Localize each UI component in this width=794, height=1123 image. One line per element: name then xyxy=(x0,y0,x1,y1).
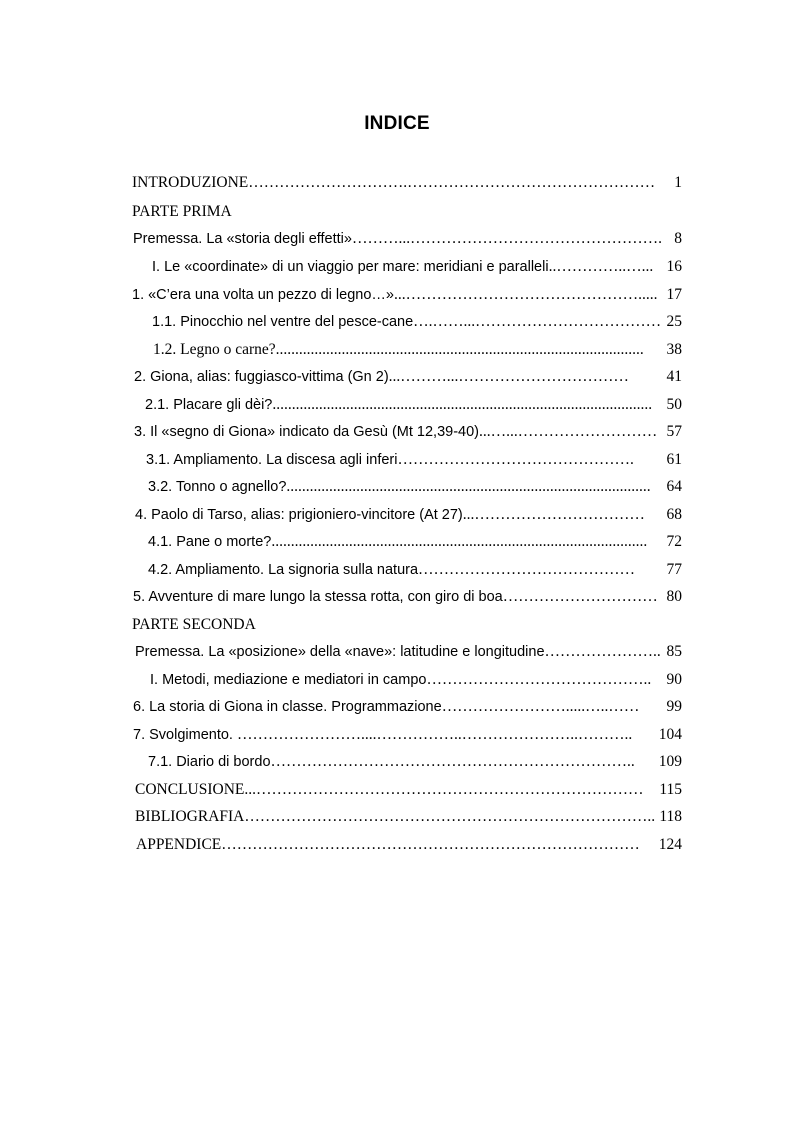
toc-entry-text: INTRODUZIONE xyxy=(132,174,249,191)
toc-entry-page: 61 xyxy=(666,451,682,468)
toc-entry-leader: ……………………………………………………………………… xyxy=(221,836,640,853)
toc-entry-page: 80 xyxy=(666,588,682,605)
toc-entry-page: 109 xyxy=(658,753,682,770)
toc-entry-text: I. Metodi, mediazione e mediatori in campo xyxy=(150,672,427,688)
toc-entry-leader: …………………………………… xyxy=(418,561,636,578)
toc-entry-text: CONCLUSIONE xyxy=(135,781,245,798)
toc-entry-leader: ………………………………………. xyxy=(397,451,634,468)
toc-entry-leader: …………………………………………………………………….. xyxy=(244,808,656,825)
toc-entry-text: 1.1. Pinocchio nel ventre del pesce-cane xyxy=(152,314,414,330)
toc-entry-text: 3. Il «segno di Giona» indicato da Gesù (Mt 12,39-40) xyxy=(134,424,479,440)
toc-entry-leader: .............................................................................................. xyxy=(286,478,651,495)
toc-entry xyxy=(148,532,682,552)
toc-entry-text: APPENDICE xyxy=(136,836,222,853)
toc-entry xyxy=(133,229,682,249)
toc-entry-page: 118 xyxy=(659,808,682,825)
toc-entry-leader: ………...…………………………………………. xyxy=(351,230,662,247)
toc-entry-page: 68 xyxy=(666,506,682,523)
toc-entry-leader: …………………………………….. xyxy=(426,671,652,688)
toc-entry xyxy=(148,560,682,580)
toc-entry-text: 1.2. Legno o carne? xyxy=(153,341,276,358)
toc-entry-page: 115 xyxy=(659,781,682,798)
toc-entry-text: I. Le «coordinate» di un viaggio per mare: meridiani e paralleli xyxy=(152,259,549,275)
toc-entry-page: 16 xyxy=(666,258,682,275)
toc-entry xyxy=(148,477,682,497)
toc-entry-leader: ............................................................................................... xyxy=(275,341,644,358)
toc-entry-page: 1 xyxy=(674,174,682,191)
toc-entry-page: 99 xyxy=(666,698,682,715)
toc-entry-page: 104 xyxy=(658,726,682,743)
toc-entry xyxy=(133,587,682,607)
toc-entry xyxy=(134,367,682,387)
toc-entry xyxy=(150,670,682,690)
toc-entry-leader: ...………………………………………..... xyxy=(393,286,658,303)
toc-entry-page: 8 xyxy=(674,230,682,247)
toc-entry-page: 77 xyxy=(666,561,682,578)
toc-entry-page: 38 xyxy=(666,341,682,358)
toc-entry-leader: …………………….....…..…… xyxy=(441,698,640,715)
toc-entry-text: 4.1. Pane o morte? xyxy=(148,534,272,550)
toc-entry-leader: ...………...…………………………… xyxy=(388,368,629,385)
toc-entry xyxy=(133,725,682,745)
toc-entry xyxy=(135,780,682,800)
toc-entry-text: 3.2. Tonno o agnello? xyxy=(148,479,287,495)
toc-entry xyxy=(135,807,682,827)
toc-entry xyxy=(145,395,682,415)
toc-entry-page: 17 xyxy=(666,286,682,303)
toc-entry-page: 90 xyxy=(666,671,682,688)
toc-entry-leader: ……………………....……………..…………………..……….. xyxy=(236,726,633,743)
toc-entry-page: 72 xyxy=(666,533,682,550)
toc-entry-leader: ................................................................................................. xyxy=(271,533,648,550)
toc-entry-leader: ...…...……………………… xyxy=(478,423,658,440)
toc-entry-leader: …………………………………………………………….. xyxy=(270,753,635,770)
toc-entry-text: 6. La storia di Giona in classe. Programmazione xyxy=(133,699,442,715)
toc-entry-page: 57 xyxy=(666,423,682,440)
toc-entry-text: 5. Avventure di mare lungo la stessa rotta, con giro di boa xyxy=(133,589,503,605)
toc-entry xyxy=(146,450,682,470)
toc-entry-leader: ...…………………………… xyxy=(462,506,645,523)
toc-part-heading xyxy=(132,615,256,635)
toc-entry xyxy=(148,752,682,772)
toc-entry-text: 2. Giona, alias: fuggiasco-vittima (Gn 2) xyxy=(134,369,389,385)
toc-entry-text: 7. Svolgimento. xyxy=(133,727,237,743)
toc-entry-leader: ………………………….………………………………………… xyxy=(248,174,656,191)
toc-entry xyxy=(152,257,682,277)
toc-entry-page: 124 xyxy=(658,836,682,853)
toc-entry-text: 3.1. Ampliamento. La discesa agli inferi xyxy=(146,452,398,468)
toc-entry-text: Premessa. La «storia degli effetti» xyxy=(133,231,352,247)
toc-part-heading xyxy=(132,202,232,222)
toc-entry xyxy=(133,697,682,717)
toc-entry-page: 50 xyxy=(666,396,682,413)
toc-entry xyxy=(132,285,682,305)
toc-entry-leader: ………………………… xyxy=(502,588,658,605)
toc-entry xyxy=(135,642,682,662)
toc-entry-leader: ...………………………………………………………………… xyxy=(244,781,644,798)
toc-entry-text: 7.1. Diario di bordo xyxy=(148,754,271,770)
toc-entry xyxy=(132,173,682,193)
toc-part-label: PARTE PRIMA xyxy=(132,203,232,220)
toc-entry-text: 4.2. Ampliamento. La signoria sulla natura xyxy=(148,562,419,578)
toc-part-label: PARTE SECONDA xyxy=(132,616,256,633)
toc-entry-leader: ..…………..…... xyxy=(548,258,654,275)
toc-entry-page: 85 xyxy=(666,643,682,660)
page-title: INDICE xyxy=(364,113,430,134)
toc-entry-text: BIBLIOGRAFIA xyxy=(135,808,245,825)
toc-entry-leader: ….……...……………………………… xyxy=(413,313,662,330)
toc-entry-text: 2.1. Placare gli dèi? xyxy=(145,397,273,413)
toc-entry-leader: ………………….. xyxy=(544,643,661,660)
toc-entry-text: 1. «C’era una volta un pezzo di legno…» xyxy=(132,287,394,303)
toc-entry xyxy=(134,422,682,442)
toc-entry xyxy=(153,340,682,360)
toc-entry-leader: .................................................................................................. xyxy=(272,396,653,413)
toc-entry-page: 25 xyxy=(666,313,682,330)
toc-entry-text: Premessa. La «posizione» della «nave»: latitudine e longitudine xyxy=(135,644,545,660)
toc-entry-page: 64 xyxy=(666,478,682,495)
toc-entry xyxy=(135,505,682,525)
toc-entry-text: 4. Paolo di Tarso, alias: prigioniero-vincitore (At 27) xyxy=(135,507,463,523)
toc-entry-page: 41 xyxy=(666,368,682,385)
toc-entry xyxy=(136,835,682,855)
toc-entry xyxy=(152,312,682,332)
